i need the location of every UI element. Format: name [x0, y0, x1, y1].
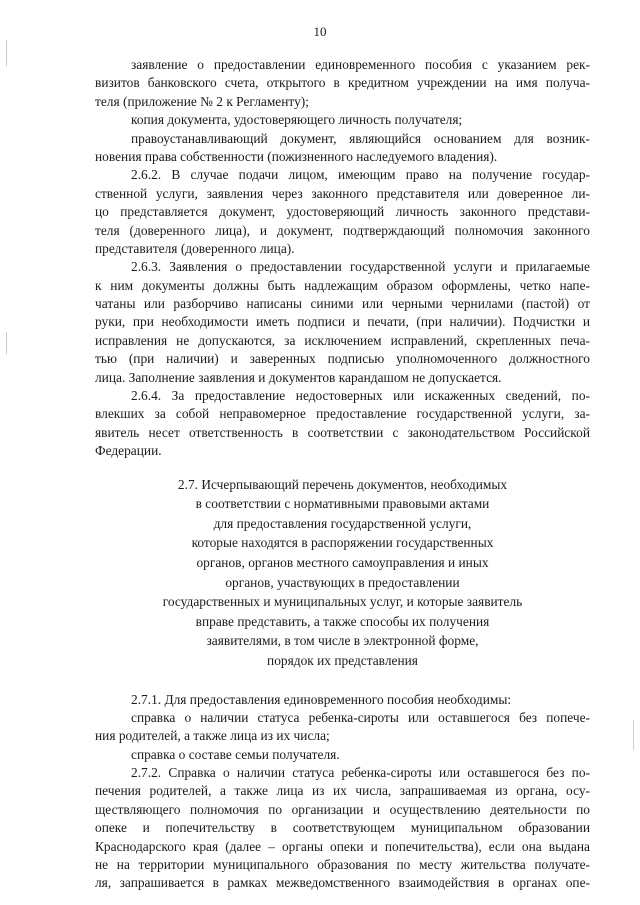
text-line: явитель несет ответственность в соответствии с законодательством Российской [95, 424, 590, 440]
text-line: теля (приложение № 2 к Регламенту); [95, 93, 309, 109]
text-line: печения родителей, а также лица из их числа, запрашиваемая из органа, осу- [95, 783, 590, 799]
text-line: к ним документы должны быть надлежащим образом оформлены, четко напе- [95, 277, 590, 293]
heading-line: 2.7. Исчерпывающий перечень документов, необходимых [177, 476, 508, 492]
text-line: Федерации. [95, 443, 162, 459]
text-line: 2.6.2. В случае подачи лицом, имеющим право на получение государ- [131, 167, 590, 183]
heading-line: государственных и муниципальных услуг, и которые заявитель [162, 594, 523, 610]
text-line: теля (доверенного лица), и документ, подтверждающий полномочия законного [95, 222, 590, 238]
text-line: 2.7.2. Справка о наличии статуса ребенка-сироты или оставшегося без по- [131, 765, 590, 781]
heading-line: порядок их представления [267, 652, 418, 668]
text-line: ля, запрашивается в рамках межведомственного взаимодействия в органах опе- [95, 875, 590, 891]
text-line: руки, при необходимости иметь подписи и печати, (при наличии). Подчистки и [95, 314, 590, 330]
paragraph [95, 56, 590, 111]
heading-line: для предоставления государственной услуги, [213, 515, 472, 531]
paragraph [95, 746, 590, 764]
text-line: визитов банковского счета, открытого в кредитном учреждении на имя получа- [95, 75, 590, 91]
heading-line: органов, участвующих в предоставлении [225, 574, 460, 590]
scan-margin-mark [6, 40, 7, 66]
text-line: ния родителей, а также лица из их числа; [95, 728, 330, 744]
paragraph-2-6-2 [95, 166, 590, 258]
section-heading-2-7 [95, 475, 590, 671]
heading-line: заявителями, в том числе в электронной форме, [206, 633, 479, 649]
text-line: ственной услуги, заявления через законного представителя или доверенное ли- [95, 185, 590, 201]
text-line: представителя (доверенного лица). [95, 240, 295, 256]
text-line: лица. Заполнение заявления и документов карандашом не допускается. [95, 369, 502, 385]
text-line: исправления не допускаются, за исключением исправлений, скрепленных печа- [95, 332, 590, 348]
paragraph [95, 130, 590, 167]
paragraph [95, 111, 590, 129]
text-line: Краснодарского края (далее – органы опеки и попечительства), если она выдана [95, 838, 590, 854]
text-line: чатаны или разборчиво написаны синими или черными чернилами (пастой) от [95, 296, 590, 312]
text-line: копия документа, удостоверяющего личность получателя; [131, 112, 463, 128]
document-body [95, 56, 590, 893]
text-line: правоустанавливающий документ, являющийся основанием для возник- [131, 130, 590, 146]
heading-line: в соответствии с нормативными правовыми актами [195, 496, 490, 512]
paragraph-2-6-4 [95, 387, 590, 461]
text-line: влекших за собой неправомерное предоставление государственной услуги, за- [95, 406, 590, 422]
text-line: опеке и попечительству в соответствующем муниципальном образовании [95, 820, 590, 836]
heading-line: органов, органов местного самоуправления и иных [196, 554, 489, 570]
heading-line: вправе представить, а также способы их получения [195, 613, 490, 629]
text-line: ществляющего полномочия по организации и осуществлению деятельности по [95, 801, 590, 817]
text-line: 2.6.3. Заявления о предоставлении государственной услуги и прилагаемые [131, 259, 590, 275]
text-line: цо представляется документ, удостоверяющий личность законного представи- [95, 204, 590, 220]
heading-line: которые находятся в распоряжении государственных [191, 535, 494, 551]
paragraph-2-6-3 [95, 258, 590, 387]
text-line: 2.7.1. Для предоставления единовременного пособия необходимы: [131, 691, 512, 707]
scan-margin-mark [6, 332, 7, 354]
paragraph-2-7-1 [95, 691, 590, 709]
scan-margin-mark [633, 720, 634, 750]
paragraph [95, 709, 590, 746]
text-line: новения права собственности (пожизненного наследуемого владения). [95, 148, 498, 164]
text-line: справка о наличии статуса ребенка-сироты или оставшегося без попече- [131, 709, 590, 725]
paragraph-2-7-2 [95, 764, 590, 893]
text-line: тью (при наличии) и заверенных подписью уполномоченного должностного [95, 351, 590, 367]
text-line: не на территории муниципального образования по месту жительства получате- [95, 857, 590, 873]
text-line: заявление о предоставлении единовременного пособия с указанием рек- [131, 57, 590, 72]
text-line: справка о составе семьи получателя. [131, 746, 340, 762]
page-number: 10 [313, 24, 327, 39]
text-line: 2.6.4. За предоставление недостоверных или искаженных сведений, по- [131, 388, 590, 404]
